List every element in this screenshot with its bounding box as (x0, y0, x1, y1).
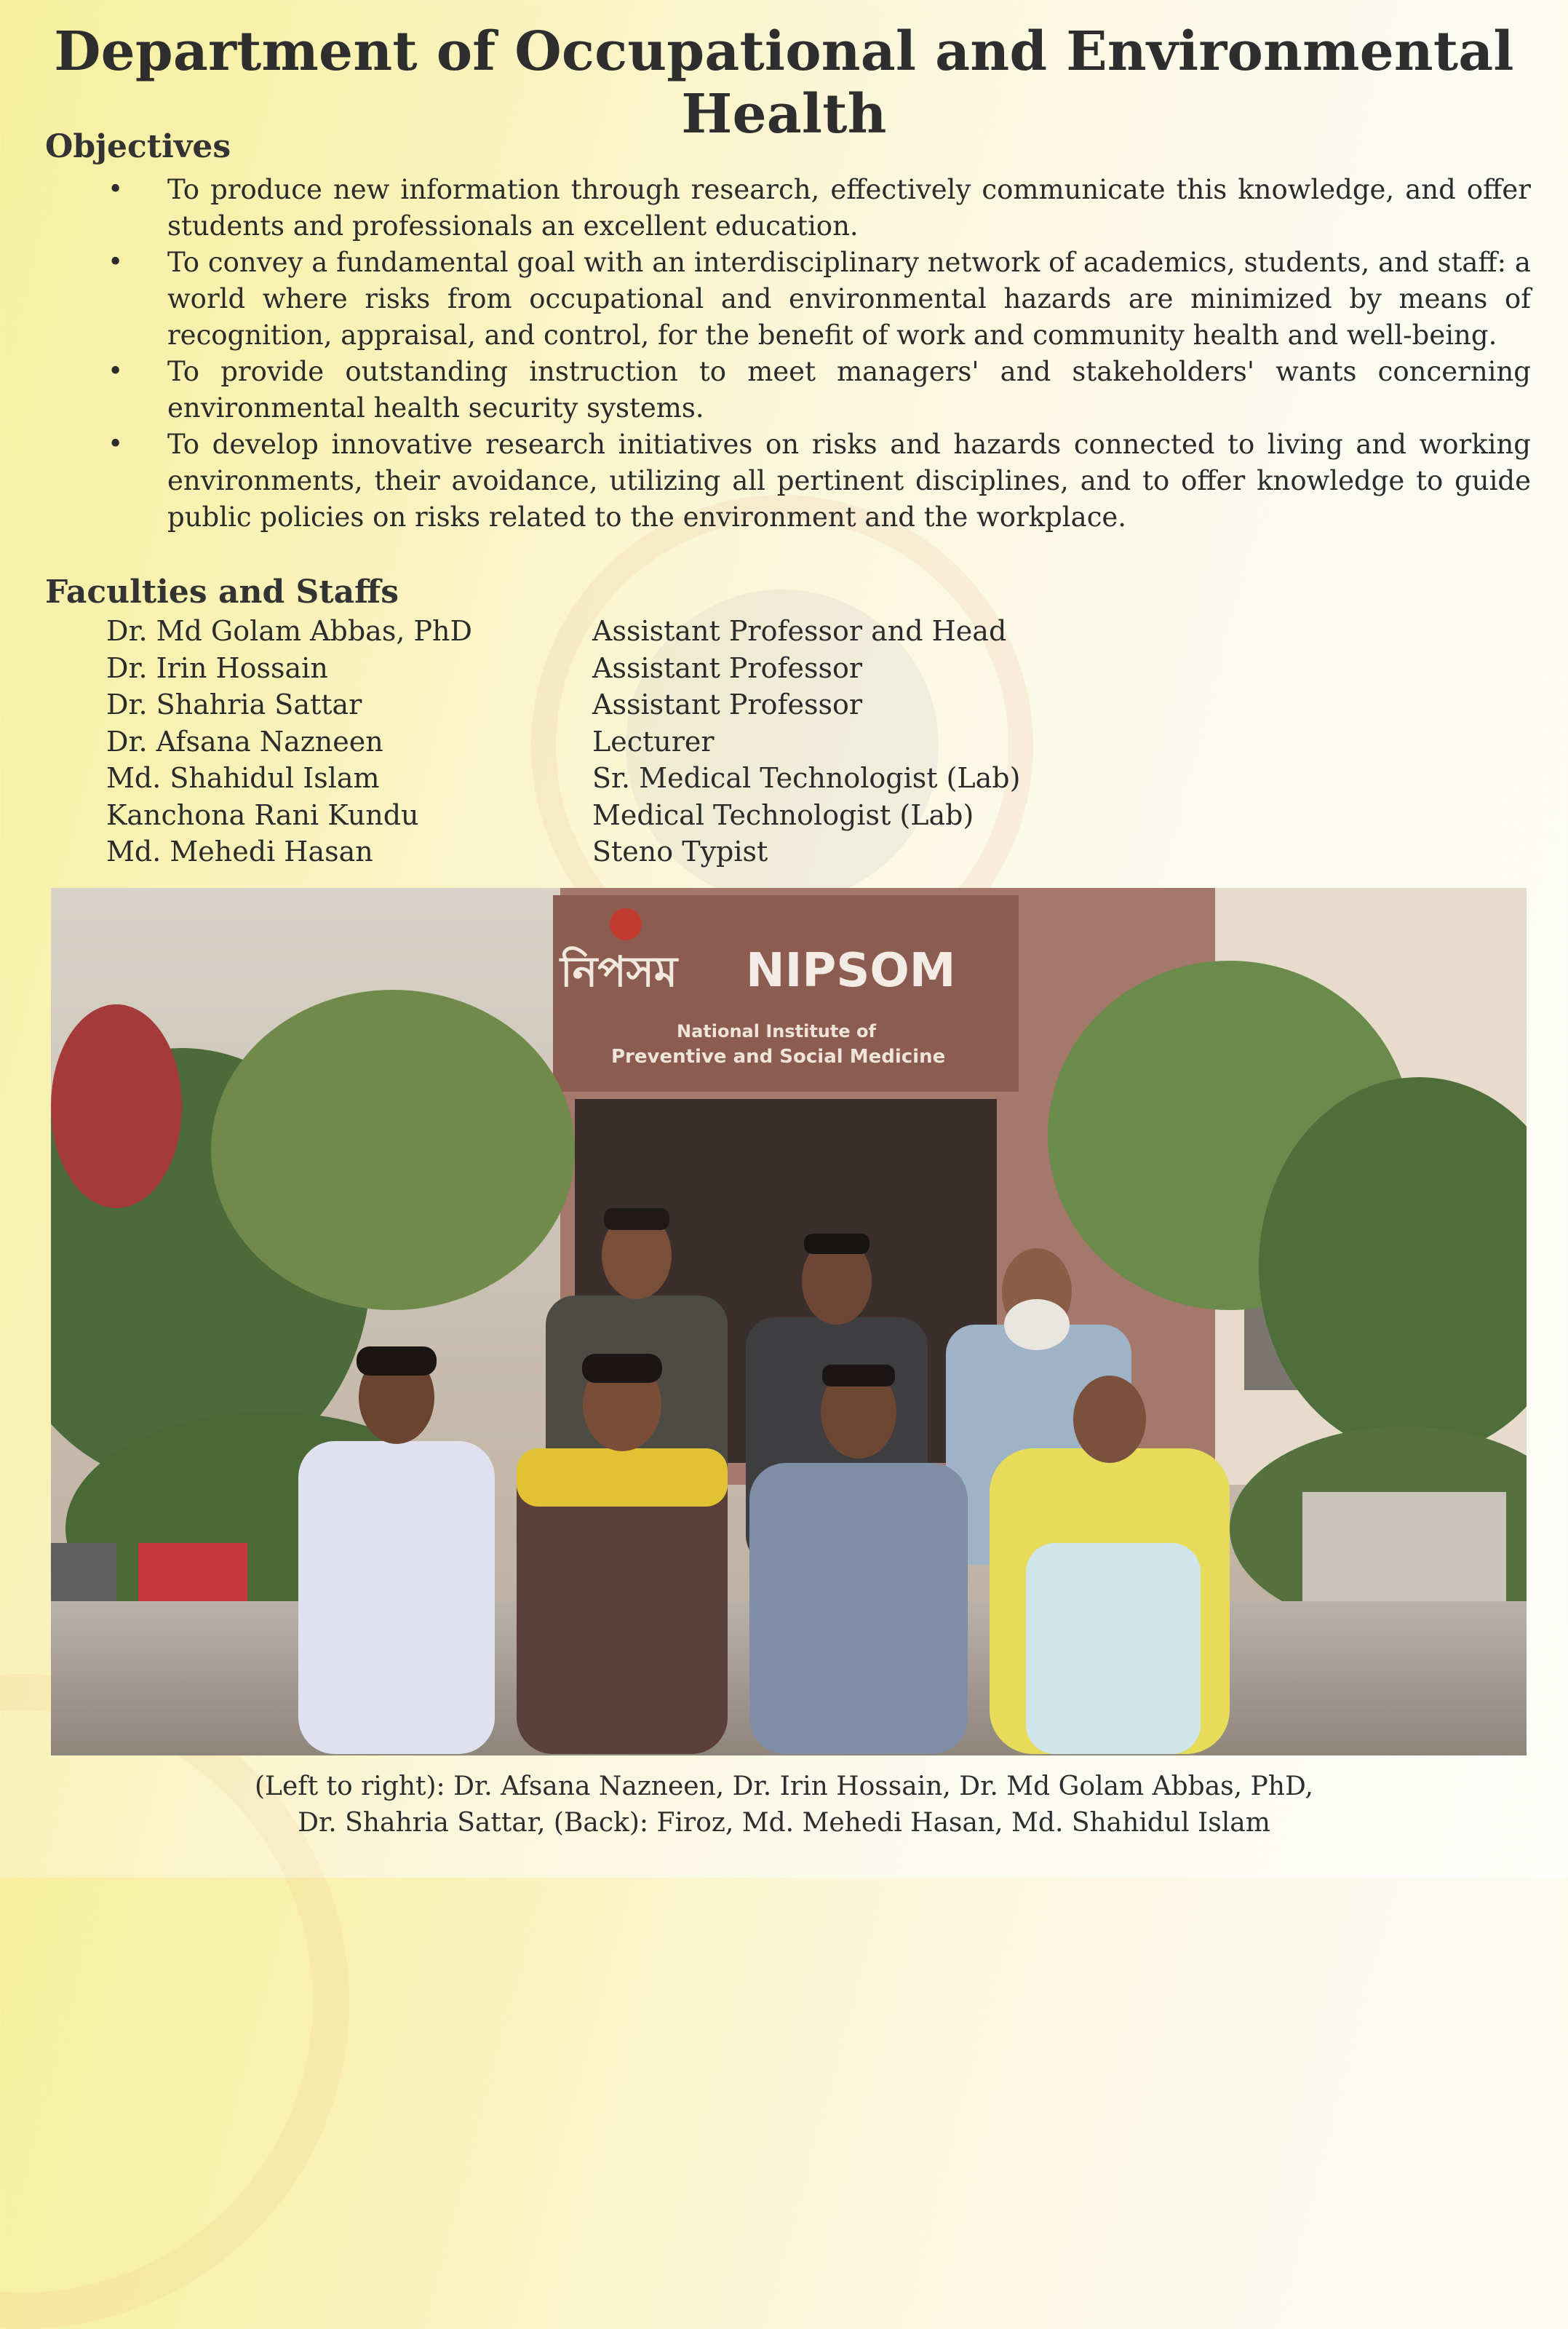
staff-row (106, 613, 1052, 650)
objective-item (108, 426, 1531, 536)
staff-role: Lecturer (592, 725, 715, 758)
objective-item (108, 245, 1531, 354)
staff-role: Assistant Professor (592, 689, 863, 721)
staff-name: Dr. Afsana Nazneen (106, 725, 383, 758)
photo-caption (0, 1769, 1568, 1841)
staff-name: Dr. Shahria Sattar (106, 689, 362, 721)
bullet-icon: • (108, 429, 124, 459)
sign-line-1: National Institute of (677, 1021, 876, 1041)
staff-list (106, 613, 1052, 870)
staff-row (106, 760, 1052, 797)
staff-name: Dr. Irin Hossain (106, 651, 328, 684)
staff-row (106, 833, 1052, 870)
objective-text: To provide outstanding instruction to meet managers' and stakeholders' wants concerning environmental health security systems. (167, 356, 1531, 424)
objective-text: To develop innovative research initiatives on risks and hazards connected to living and working environments, their avoidance, utilizing all pertinent disciplines, and to offer knowledge to guide public policies on risks related to the environment and the workplace. (167, 429, 1531, 533)
staff-name: Md. Shahidul Islam (106, 762, 380, 794)
staff-role: Assistant Professor (592, 651, 863, 684)
objectives-list (108, 172, 1531, 536)
staff-row (106, 686, 1052, 723)
objective-item (108, 172, 1531, 245)
sign-main: NIPSOM (746, 944, 956, 998)
objective-item (108, 354, 1531, 426)
staff-name: Kanchona Rani Kundu (106, 798, 419, 831)
staff-name: Md. Mehedi Hasan (106, 836, 373, 868)
staff-row (106, 723, 1052, 761)
staff-name: Dr. Md Golam Abbas, PhD (106, 615, 472, 647)
sign-line-2: Preventive and Social Medicine (611, 1046, 946, 1068)
staff-role: Assistant Professor and Head (592, 615, 1007, 647)
staff-row (106, 650, 1052, 687)
caption-line-2: Dr. Shahria Sattar, (Back): Firoz, Md. Mehedi Hasan, Md. Shahidul Islam (298, 1808, 1270, 1838)
caption-line-1: (Left to right): Dr. Afsana Nazneen, Dr. Irin Hossain, Dr. Md Golam Abbas, PhD, (255, 1771, 1313, 1801)
faculties-heading: Faculties and Staffs (45, 574, 399, 611)
bullet-icon: • (108, 357, 124, 386)
planter-right (1302, 1492, 1506, 1601)
staff-role: Medical Technologist (Lab) (592, 798, 974, 831)
group-photo (51, 888, 1527, 1755)
objectives-heading: Objectives (45, 128, 231, 165)
palm-left (211, 990, 575, 1310)
sign-bangla: নিপসম (560, 947, 678, 996)
objective-text: To produce new information through research, effectively communicate this knowledge, and offer students and professionals an excellent education. (167, 174, 1531, 242)
bullet-icon: • (108, 247, 124, 277)
group-photo-illustration (51, 888, 1527, 1755)
bullet-icon: • (108, 175, 124, 205)
staff-role: Steno Typist (592, 836, 768, 868)
page-title: Department of Occupational and Environmental Health (54, 20, 1514, 146)
emblem-icon (610, 908, 642, 940)
red-plant (51, 1004, 182, 1208)
objective-text: To convey a fundamental goal with an interdisciplinary network of academics, students, and staff: a world where risks from occupational and environmental hazards are minimized by means of recognition, appraisal, and control, for the benefit of work and community health and well-being. (167, 247, 1531, 351)
staff-row (106, 797, 1052, 834)
staff-role: Sr. Medical Technologist (Lab) (592, 762, 1021, 794)
